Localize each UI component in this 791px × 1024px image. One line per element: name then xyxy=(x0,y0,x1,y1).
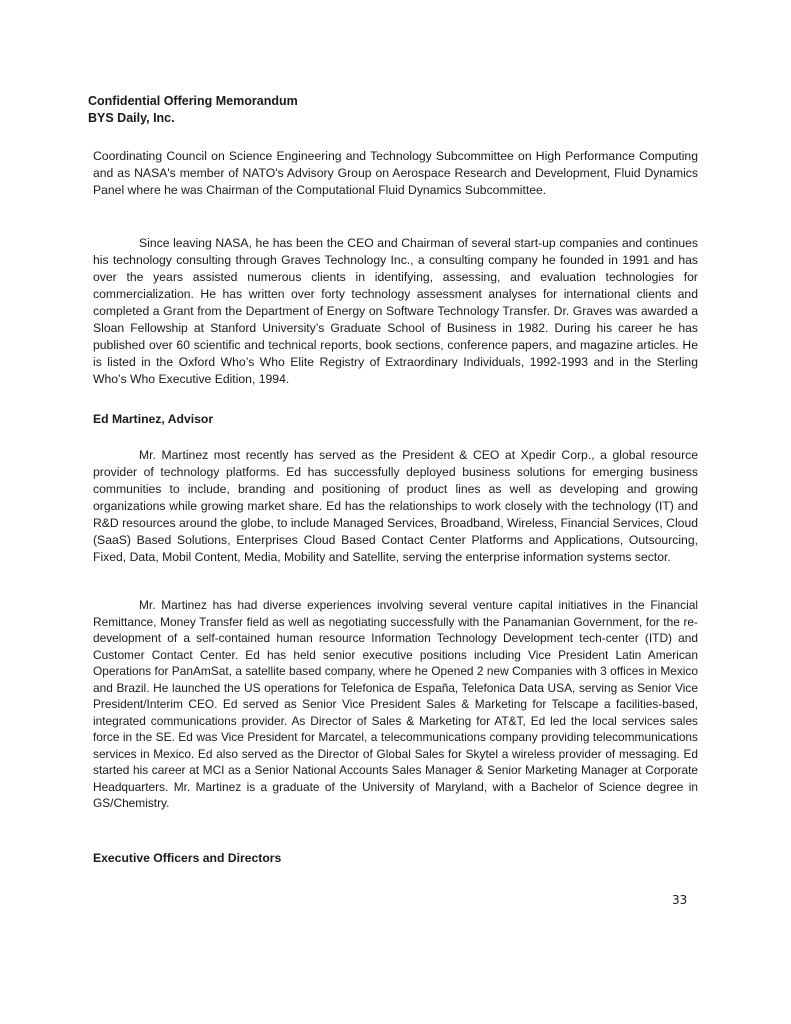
paragraph-coordinating-council: Coordinating Council on Science Engineering and Technology Subcommittee on High Performance Computing and as NASA's member of NATO's Advisory Group on Aerospace Research and Development, Fluid Dynamics Panel where he was Chairman of the Computational Fluid Dynamics Subcommittee. xyxy=(93,149,698,197)
company-name: BYS Daily, Inc. xyxy=(88,111,175,125)
paragraph-martinez-experience: Mr. Martinez has had diverse experiences involving several venture capital initiatives in the Financial Remittance, Money Transfer field as well as negotiating successfully with the Panamanian Government, for the re-development of a self-contained human resource Information Technology Development tech-center (ITD) and Customer Contact Center. Ed has held senior executive positions including Vice President Latin American Operations for PanAmSat, a satellite based company, where he Opened 2 new Companies with 3 offices in Mexico and Brazil. He launched the US operations for Telefonica de España, Telefonica Data USA, serving as Senior Vice President/Interim CEO. Ed served as Senior Vice President Sales & Marketing for Telscape a facilities-based, integrated communications provider. As Director of Sales & Marketing for AT&T, Ed led the local services sales force in the SE. Ed was Vice President for Marcatel, a telecommunications company providing telecommunications services in Mexico. Ed also served as the Director of Global Sales for Skytel a wireless provider of messaging. Ed started his career at MCI as a Senior National Accounts Sales Manager & Senior Marketing Manager at Corporate Headquarters. Mr. Martinez is a graduate of the University of Maryland, with a Bachelor of Science degree in GS/Chemistry. xyxy=(93,598,698,810)
section-heading-officers: Executive Officers and Directors xyxy=(93,851,282,865)
paragraph-martinez-recent: Mr. Martinez most recently has served as the President & CEO at Xpedir Corp., a global resource provider of technology platforms. Ed has successfully deployed business solutions for emerging business communities to include, branding and positioning of product lines as well as developing and growing organizations while growing market share. Ed has the relationships to work closely with the technology (IT) and R&D resources around the globe, to include Managed Services, Broadband, Wireless, Financial Services, Cloud (SaaS) Based Solutions, Enterprises Cloud Based Contact Center Platforms and Applications, Outsourcing, Fixed, Data, Mobil Content, Media, Mobility and Satellite, serving the enterprise information systems sector. xyxy=(93,448,698,564)
section-heading-advisor: Ed Martinez, Advisor xyxy=(93,412,214,426)
memo-title: Confidential Offering Memorandum xyxy=(88,94,298,108)
paragraph-since-leaving-nasa: Since leaving NASA, he has been the CEO and Chairman of several start-up companies and continues his technology consulting through Graves Technology Inc., a consulting company he founded in 1991 and has over the years assisted numerous clients in identifying, assessing, and evaluation technologies for commercialization. He has written over forty technology assessment analyses for international clients and completed a Grant from the Department of Energy on Software Technology Transfer. Dr. Graves was awarded a Sloan Fellowship at Stanford University’s Graduate School of Business in 1982. During his career he has published over 60 scientific and technical reports, book sections, conference papers, and magazine articles. He is listed in the Oxford Who’s Who Elite Registry of Extraordinary Individuals, 1992-1993 and in the Sterling Who’s Who Executive Edition, 1994. xyxy=(93,236,698,386)
page-number: 33 xyxy=(672,893,688,907)
memo-header xyxy=(88,93,298,127)
